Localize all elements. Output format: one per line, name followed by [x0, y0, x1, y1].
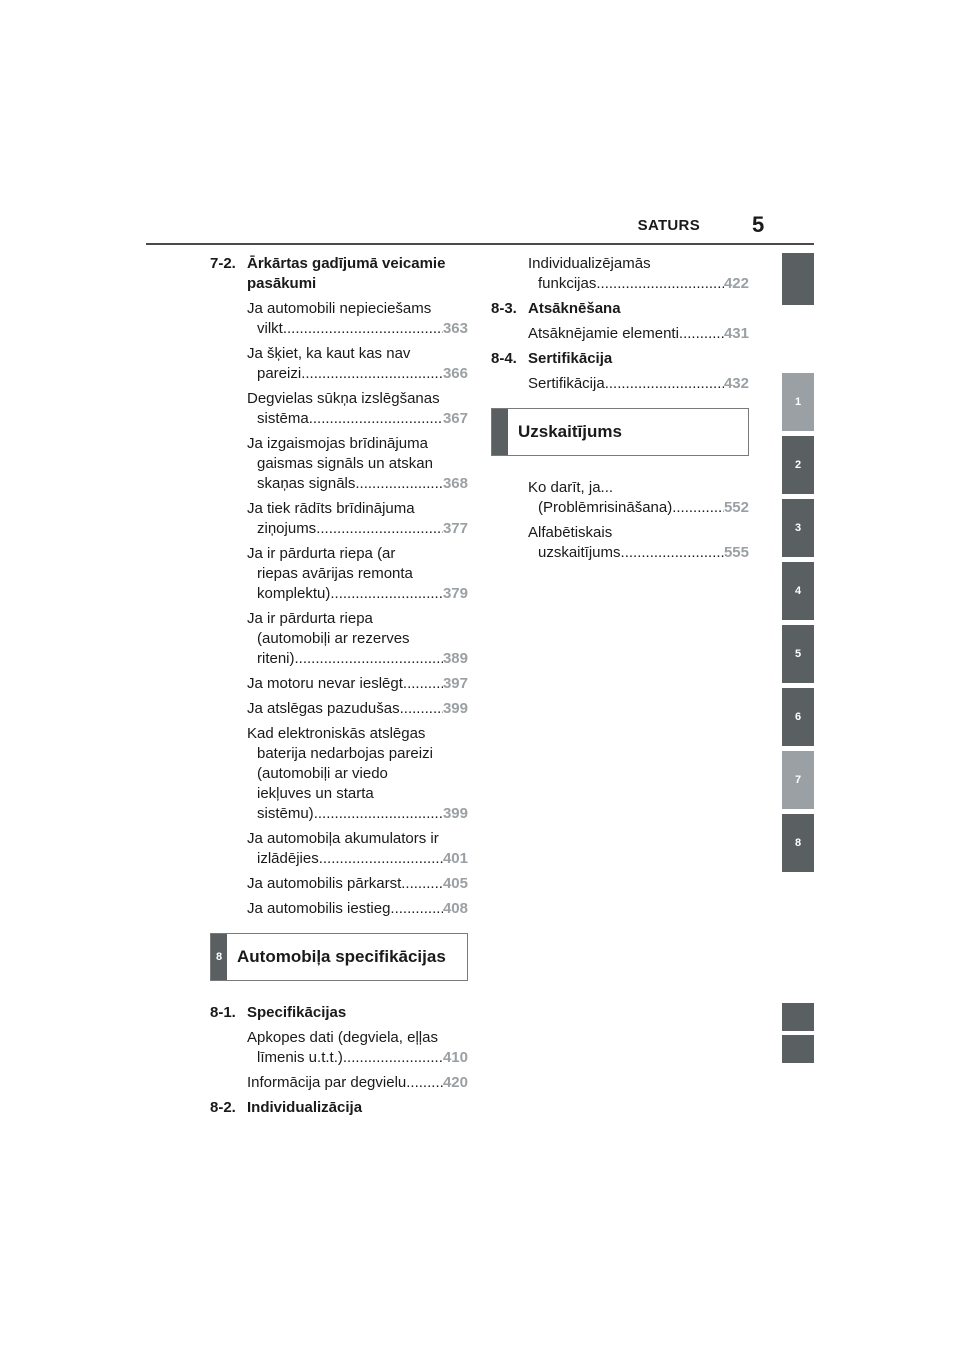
tab-blank-lower-1[interactable] — [782, 1003, 814, 1031]
page-ref[interactable]: 397 — [442, 675, 468, 692]
tab-chapter-7[interactable]: 7 — [782, 751, 814, 809]
page-ref[interactable]: 555 — [723, 544, 749, 561]
index-title: Uzskaitījums — [518, 422, 622, 441]
tab-chapter-3[interactable]: 3 — [782, 499, 814, 557]
toc-entry-overheating[interactable]: Ja automobilis pārkarst ..... 405 — [247, 874, 468, 894]
toc-entry-troubleshooting[interactable]: Ko darīt, ja... (Problēmrisināšana) ..... 552 — [528, 478, 749, 518]
page-ref[interactable]: 363 — [442, 320, 468, 337]
toc-entry-lost-keys[interactable]: Ja atslēgas pazudušas ..... 399 — [247, 699, 468, 719]
toc-entry-towing[interactable]: Ja automobili nepieciešams vilkt ..... 363 — [247, 299, 468, 339]
page-ref[interactable]: 367 — [442, 410, 468, 427]
header-rule — [146, 243, 814, 245]
index-badge — [492, 409, 508, 455]
page-ref[interactable]: 552 — [723, 499, 749, 516]
page-ref[interactable]: 401 — [442, 850, 468, 867]
toc-entry-fuel-pump-shutoff[interactable]: Degvielas sūkņa izslēgšanas sistēma ..... 367 — [247, 389, 468, 429]
toc-entry-certification[interactable]: Sertifikācija ..... 432 — [528, 374, 749, 394]
tab-chapter-6[interactable]: 6 — [782, 688, 814, 746]
section-7-2: 7-2. Ārkārtas gadījumā veicamie pasākumi — [210, 255, 446, 292]
section-8-1: 8-1. Specifikācijas — [210, 1004, 347, 1021]
chapter-8-heading[interactable] — [210, 933, 468, 981]
toc-entry-warning-message[interactable]: Ja tiek rādīts brīdinājuma ziņojums ..... 377 — [247, 499, 468, 539]
toc-entry-something-wrong[interactable]: Ja šķiet, ka kaut kas nav pareizi ..... 366 — [247, 344, 468, 384]
page-ref[interactable]: 408 — [442, 900, 468, 917]
toc-entry-reset-items[interactable]: Atsāknējamie elementi ..... 431 — [528, 324, 749, 344]
toc-entry-stuck[interactable]: Ja automobilis iestieg ..... 408 — [247, 899, 468, 919]
page-ref[interactable]: 399 — [442, 805, 468, 822]
chapter-title: Automobiļa specifikācijas — [237, 947, 446, 966]
tab-blank-lower-2[interactable] — [782, 1035, 814, 1063]
toc-entry-flat-tire-spare[interactable]: Ja ir pārdurta riepa (automobiļi ar rezerves riteni) ..... 389 — [247, 609, 468, 669]
toc-entry-alphabetical-index[interactable]: Alfabētiskais uzskaitījums ..... 555 — [528, 523, 749, 563]
tab-chapter-8[interactable]: 8 — [782, 814, 814, 872]
toc-entry-key-battery[interactable]: Kad elektroniskās atslēgas baterija nedarbojas pareizi (automobiļi ar viedo iekļuves un starta sistēmu) ..... 399 — [247, 724, 468, 824]
page-ref[interactable]: 410 — [442, 1049, 468, 1066]
section-8-2: 8-2. Individualizācija — [210, 1099, 363, 1116]
tab-chapter-5[interactable]: 5 — [782, 625, 814, 683]
tab-chapter-4[interactable]: 4 — [782, 562, 814, 620]
toc-entry-battery-discharged[interactable]: Ja automobiļa akumulators ir izlādējies ..... 401 — [247, 829, 468, 869]
toc-entry-maintenance-data[interactable]: Apkopes dati (degviela, eļļas līmenis u.t.t.) ..... 410 — [247, 1028, 468, 1068]
toc-left-column — [210, 254, 468, 1123]
page-ref[interactable]: 377 — [442, 520, 468, 537]
toc-right-column — [491, 254, 749, 568]
page-ref[interactable]: 379 — [442, 585, 468, 602]
page-ref[interactable]: 432 — [723, 375, 749, 392]
section-8-4: 8-4. Sertifikācija — [491, 350, 613, 367]
page-ref[interactable]: 422 — [723, 275, 749, 292]
header-title: SATURS — [637, 217, 700, 234]
chapter-number-badge: 8 — [211, 934, 227, 980]
toc-entry-fuel-info[interactable]: Informācija par degvielu ..... 420 — [247, 1073, 468, 1093]
tab-chapter-2[interactable]: 2 — [782, 436, 814, 494]
page-ref[interactable]: 399 — [442, 700, 468, 717]
tab-blank-top[interactable] — [782, 253, 814, 305]
page-ref[interactable]: 389 — [442, 650, 468, 667]
section-8-3: 8-3. Atsāknēšana — [491, 300, 621, 317]
page-ref[interactable]: 405 — [442, 875, 468, 892]
page-ref[interactable]: 368 — [442, 475, 468, 492]
page-number: 5 — [752, 212, 765, 237]
page-ref[interactable]: 431 — [723, 325, 749, 342]
page-ref[interactable]: 366 — [442, 365, 468, 382]
index-heading[interactable] — [491, 408, 749, 456]
toc-entry-customizable-features[interactable]: Individualizējamās funkcijas ..... 422 — [528, 254, 749, 294]
toc-entry-engine-wont-start[interactable]: Ja motoru nevar ieslēgt ..... 397 — [247, 674, 468, 694]
tab-chapter-1[interactable]: 1 — [782, 373, 814, 431]
toc-entry-warning-light[interactable]: Ja izgaismojas brīdinājuma gaismas signāls un atskan skaņas signāls ..... 368 — [247, 434, 468, 494]
toc-entry-flat-tire-repair-kit[interactable]: Ja ir pārdurta riepa (ar riepas avārijas remonta komplektu) ..... 379 — [247, 544, 468, 604]
page-ref[interactable]: 420 — [442, 1074, 468, 1091]
